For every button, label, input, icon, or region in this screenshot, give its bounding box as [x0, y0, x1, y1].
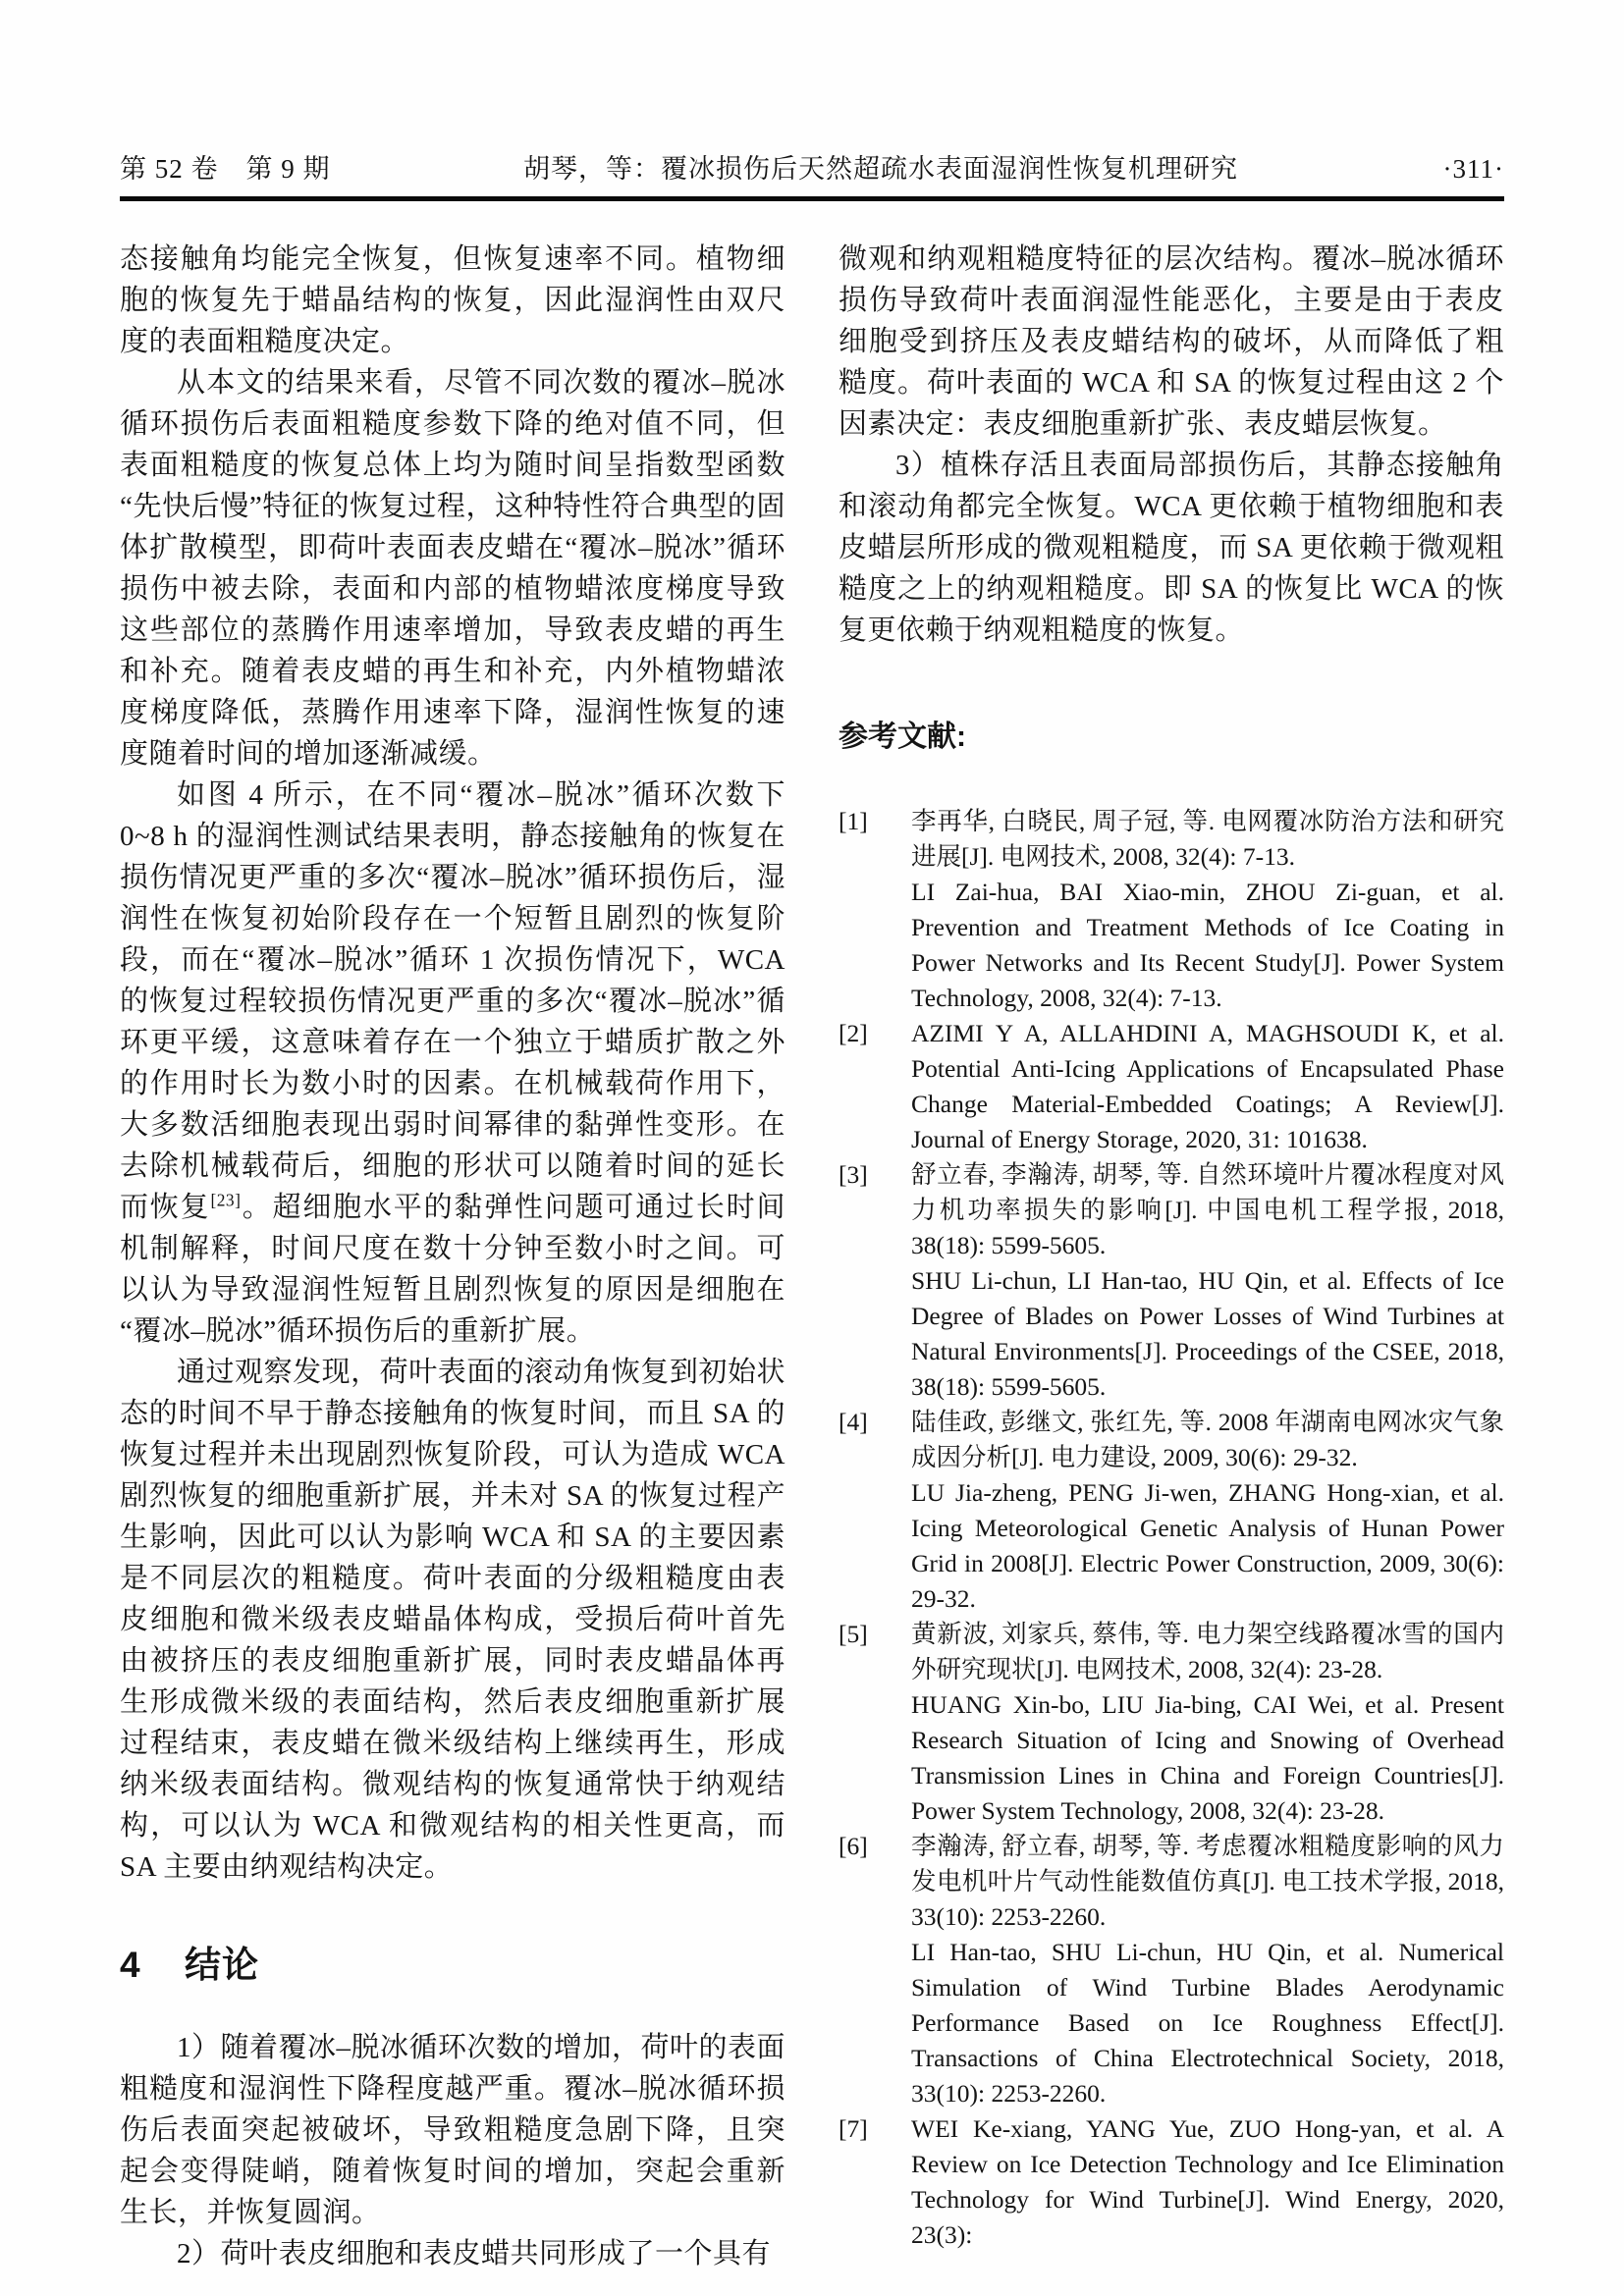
reference-label: [4]	[839, 1408, 868, 1436]
conclusion-item-1: 1）随着覆冰–脱冰循环次数的增加，荷叶的表面粗糙度和湿润性下降程度越严重。覆冰–脱冰循环损伤后表面突起被破坏，导致粗糙度急剧下降，且突起会变得陡峭，随着恢复时间的增加，突起会重新生长，并恢复圆润。	[120, 2032, 786, 2228]
reference-text-en: LU Jia-zheng, PENG Ji-wen, ZHANG Hong-xian, et al. Icing Meteorological Genetic Analysis of Hunan Power Grid in 2008[J]. Electric Power Construction, 2009, 30(6): 29-32.	[911, 1478, 1504, 1613]
header-rule	[120, 196, 1504, 201]
journal-header	[120, 147, 1504, 190]
reference-item	[839, 1829, 1504, 2111]
reference-item	[839, 1405, 1504, 1617]
reference-item	[839, 1157, 1504, 1405]
reference-text-zh: 舒立春, 李瀚涛, 胡琴, 等. 自然环境叶片覆冰程度对风力机功率损失的影响[J]. 中国电机工程学报, 2018, 38(18): 5599-5605.	[911, 1160, 1504, 1259]
reference-label: [1]	[839, 807, 868, 835]
reference-text-en: AZIMI Y A, ALLAHDINI A, MAGHSOUDI K, et al. Potential Anti-Icing Applications of Encapsulated Phase Change Material-Embedded Coatings; A Review[J]. Journal of Energy Storage, 2020, 31: 101638.	[911, 1019, 1504, 1153]
reference-item	[839, 1016, 1504, 1157]
volume-issue: 第 52 卷 第 9 期	[120, 154, 331, 184]
reference-label: [3]	[839, 1160, 868, 1189]
paragraph-continuation: 态接触角均能完全恢复，但恢复速率不同。植物细胞的恢复先于蜡晶结构的恢复，因此湿润性由双尺度的表面粗糙度决定。	[120, 243, 785, 357]
left-column	[120, 239, 785, 2274]
page-number: ·311·	[1442, 154, 1504, 184]
reference-text-zh: 李再华, 白晓民, 周子冠, 等. 电网覆冰防治方法和研究进展[J]. 电网技术, 2008, 32(4): 7-13.	[911, 807, 1504, 871]
reference-text-en: LI Han-tao, SHU Li-chun, HU Qin, et al. Numerical Simulation of Wind Turbine Blades Aerodynamic Performance Based on Ice Roughness Effect[J]. Transactions of China Electrotechnical Society, 2018, 33(10): 2253-2260.	[911, 1938, 1504, 2108]
paragraph: 通过观察发现，荷叶表面的滚动角恢复到初始状态的时间不早于静态接触角的恢复时间，而且 SA 的恢复过程并未出现剧烈恢复阶段，可认为造成 WCA 剧烈恢复的细胞重新扩展，并未对 SA 的恢复过程产生影响，因此可以认为影响 WCA 和 SA 的主要因素是不同层次的粗糙度。荷叶表面的分级粗糙度由表皮细胞和微米级表皮蜡晶体构成，受损后荷叶首先由被挤压的表皮细胞重新扩展，同时表皮蜡晶体再生形成微米级的表面结构，然后表皮细胞重新扩展过程结束，表皮蜡在微米级结构上继续再生，形成纳米级表面结构。微观结构的恢复通常快于纳观结构，可以认为 WCA 和微观结构的相关性更高，而 SA 主要由纳观结构决定。	[120, 1357, 785, 1883]
citation-superscript: [23]	[210, 1190, 242, 1210]
reference-text-zh: 黄新波, 刘家兵, 蔡伟, 等. 电力架空线路覆冰雪的国内外研究现状[J]. 电网技术, 2008, 32(4): 23-28.	[911, 1620, 1504, 1683]
paragraph-text: 如图 4 所示，在不同“覆冰–脱冰”循环次数下 0~8 h 的湿润性测试结果表明，静态接触角的恢复在损伤情况更严重的多次“覆冰–脱冰”循环损伤后，湿润性在恢复初始阶段存在一个短暂且剧烈的恢复阶段，而在“覆冰–脱冰”循环 1 次损伤情况下，WCA 的恢复过程较损伤情况更严重的多次“覆冰–脱冰”循环更平缓，这意味着存在一个独立于蜡质扩散之外的作用时长为数小时的因素。在机械载荷作用下，大多数活细胞表现出弱时间幂律的黏弹性变形。在去除机械载荷后，细胞的形状可以随着时间的延长而恢复	[120, 779, 785, 1223]
section-number: 4	[120, 1945, 141, 1985]
conclusion-item-3: 3）植株存活且表面局部损伤后，其静态接触角和滚动角都完全恢复。WCA 更依赖于植物细胞和表皮蜡层所形成的微观粗糙度，而 SA 更依赖于微观粗糙度之上的纳观粗糙度。即 SA 的恢复比 WCA 的恢复更依赖于纳观粗糙度的恢复。	[839, 450, 1504, 646]
reference-text-en: LI Zai-hua, BAI Xiao-min, ZHOU Zi-guan, et al. Prevention and Treatment Methods of Ice Coating in Power Networks and Its Recent Study[J]. Power System Technology, 2008, 32(4): 7-13.	[911, 878, 1504, 1012]
reference-label: [6]	[839, 1832, 868, 1860]
references-heading: 参考文献:	[839, 721, 966, 753]
reference-text-en: HUANG Xin-bo, LIU Jia-bing, CAI Wei, et al. Present Research Situation of Icing and Snowing of Overhead Transmission Lines in China and Foreign Countries[J]. Power System Technology, 2008, 32(4): 23-28.	[911, 1690, 1504, 1825]
reference-text-en: SHU Li-chun, LI Han-tao, HU Qin, et al. Effects of Ice Degree of Blades on Power Losses of Wind Turbines at Natural Environments[J]. Proceedings of the CSEE, 2018, 38(18): 5599-5605.	[911, 1266, 1504, 1401]
section-title: 结论	[184, 1945, 259, 1985]
two-column-body	[120, 239, 1504, 2274]
reference-text-en: WEI Ke-xiang, YANG Yue, ZUO Hong-yan, et al. A Review on Ice Detection Technology and Ice Elimination Technology for Wind Turbine[J]. Wind Energy, 2020, 23(3):	[911, 2114, 1504, 2249]
reference-text-zh: 李瀚涛, 舒立春, 胡琴, 等. 考虑覆冰粗糙度影响的风力发电机叶片气动性能数值仿真[J]. 电工技术学报, 2018, 33(10): 2253-2260.	[911, 1832, 1504, 1931]
references-list	[839, 804, 1504, 2253]
reference-item	[839, 804, 1504, 1016]
running-title: 胡琴，等：覆冰损伤后天然超疏水表面湿润性恢复机理研究	[523, 154, 1238, 184]
reference-label: [7]	[839, 2114, 868, 2143]
reference-label: [5]	[839, 1620, 868, 1648]
paragraph-continuation: 微观和纳观粗糙度特征的层次结构。覆冰–脱冰循环损伤导致荷叶表面润湿性能恶化，主要是由于表皮细胞受到挤压及表皮蜡结构的破坏，从而降低了粗糙度。荷叶表面的 WCA 和 SA 的恢复过程由这 2 个因素决定：表皮细胞重新扩张、表皮蜡层恢复。	[839, 243, 1504, 440]
section-heading	[120, 1935, 785, 1988]
right-column	[839, 239, 1504, 2274]
reference-item	[839, 1617, 1504, 1829]
conclusion-item-2-start: 2）荷叶表皮细胞和表皮蜡共同形成了一个具有	[177, 2238, 772, 2269]
paragraph	[120, 774, 785, 1352]
paragraph: 从本文的结果来看，尽管不同次数的覆冰–脱冰循环损伤后表面粗糙度参数下降的绝对值不同，但表面粗糙度的恢复总体上均为随时间呈指数型函数“先快后慢”特征的恢复过程，这种特性符合典型的固体扩散模型，即荷叶表面表皮蜡在“覆冰–脱冰”循环损伤中被去除，表面和内部的植物蜡浓度梯度导致这些部位的蒸腾作用速率增加，导致表皮蜡的再生和补充。随着表皮蜡的再生和补充，内外植物蜡浓度梯度降低，蒸腾作用速率下降，湿润性恢复的速度随着时间的增加逐渐减缓。	[120, 367, 785, 770]
reference-text-zh: 陆佳政, 彭继文, 张红先, 等. 2008 年湖南电网冰灾气象成因分析[J]. 电力建设, 2009, 30(6): 29-32.	[911, 1408, 1504, 1471]
paragraph-text: 。超细胞水平的黏弹性问题可通过长时间机制解释，时间尺度在数十分钟至数小时之间。可以认为导致湿润性短暂且剧烈恢复的原因是细胞在“覆冰–脱冰”循环损伤后的重新扩展。	[120, 1192, 785, 1347]
reference-label: [2]	[839, 1019, 868, 1047]
reference-item	[839, 2111, 1504, 2253]
